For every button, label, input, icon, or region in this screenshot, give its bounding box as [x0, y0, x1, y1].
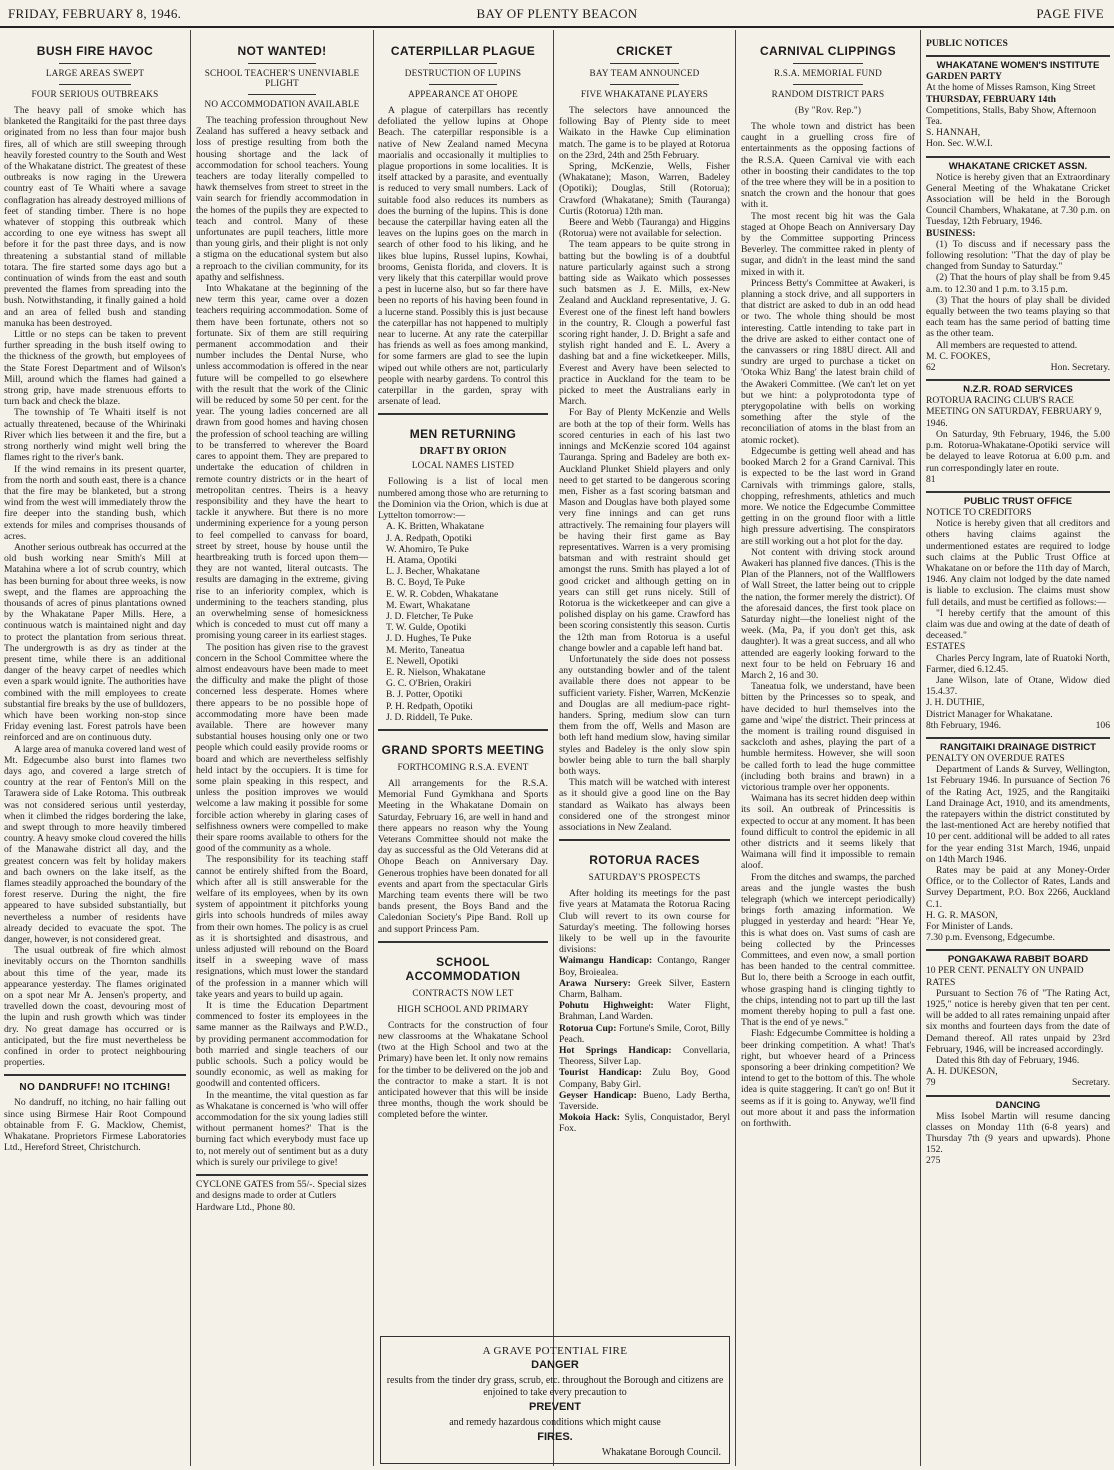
- notice-item: All members are requested to attend.: [936, 339, 1078, 351]
- article-paragraph: The heavy pall of smoke which has blanketed the Rangitaiki for the past three days originated from no less than four major bush fires, all of which are still sweeping through heavily forested country to the South and West of the Whakatane district. The greatest of these outbreaks is now raging in the Urewera country east of Te Whaiti where a savage conflagration has already destroyed millions of feet of standing timber. There is no hope whatever of stopping this outbreak which according to one eye witness has swept all before it for the past three days, and is now threatening a substantial stand of millable totara. The fire started some days ago but a continuation of winds from the east and south prevented the flames from spreading into the bush. Notwithstanding, it finally gained a hold and an area of felled bush and standing manuka has been destroyed.: [4, 105, 186, 329]
- list-item: W. Ahomiro, Te Puke: [386, 543, 469, 555]
- list-item: H. Atama, Opotiki: [386, 554, 457, 566]
- article-paragraph: The selectors have announced the following Bay of Plenty side to meet Waikato in the Hawke Cup elimination match. The game is to be played at Rotorua on the 23rd, 24th and 25th February.: [559, 105, 730, 161]
- subheadline: DESTRUCTION OF LUPINS: [404, 68, 522, 78]
- subheadline: NO ACCOMMODATION AVAILABLE: [204, 99, 360, 109]
- notice-ref: 106: [1095, 719, 1110, 731]
- article-paragraph: Beere and Webb (Tauranga) and Higgins (Rotorua) were not available for selection.: [559, 217, 730, 240]
- article-paragraph: Taneatua folk, we understand, have been bitten by the Princesses so to speak, and have decided to hurl themselves into the game and 'wipe' the district. Their princess at the moment is trailing round disguised in sackcloth and ashes, playing the part of a humble hermitess. However, she will soon be called forth to lead the huge committee (including both brains and brawn) in a victorious trample over her opponents.: [741, 681, 915, 793]
- fire-notice-danger: DANGER: [531, 1359, 579, 1371]
- article-paragraph: For Bay of Plenty McKenzie and Wells are both at the top of their form. Wells has scored centuries in each of his last two innings and McKenzie scored 104 against Tauranga. Spring and Badeley are both ex-Auckland Plunket Shield players and only need to get started to be dangerous scoring men, Fisher as a fast scoring batsman and Mason and Douglas have both played some very fine innings and can get runs attractively. The remaining four players will be having their first game as Bay representatives. Warren is a very promising batsman and with restraint should get amongst the runs. Smith has played a lot of good cricket and although getting on in years can still get runs nicely. Still of Rotorua is the wicketkeeper and can give a polished display on his game. Crawford has been scoring consistently this season. Curtis the 12th man from Rotorua is a useful change bowler and a capable left hand bat.: [559, 407, 730, 654]
- fire-notice-text: and remedy hazardous conditions which might cause: [449, 1417, 661, 1428]
- column-cricket: [559, 34, 730, 1330]
- article-paragraph: The most recent big hit was the Gala staged at Ohope Beach on Anniversary Day by the Committee supporting Princess Beverley. The committee raked in plenty of sugar, and didn't in the least mind the sand mixed in with it.: [741, 210, 915, 278]
- subheadline: FORTHCOMING R.S.A. EVENT: [397, 761, 529, 772]
- divider: [248, 94, 317, 95]
- men-returning-article: [378, 413, 548, 722]
- races-list: [559, 955, 730, 1134]
- divider: [248, 63, 317, 64]
- article-paragraph: From the ditches and swamps, the parched areas and the jungle wastes the bush telegraph (which we intercept periodically) brings forth amazing information. We plugged in yesterday and heard: "Hear Ye, this is what does on. Vast sums of cash are being collected by the Princesses Committees, and even now, a small portion has been handed to the central committee. But lo, there beith a Scrooge in each outfit, whose grasping hand is clinging tightly to the chips, intending not to part up till the last moment thereby hoping to pull a fast one. That is the end of ye news.": [741, 871, 915, 1029]
- subheadline: DRAFT BY ORION: [419, 446, 507, 458]
- divider: [793, 63, 863, 64]
- article-paragraph: Princess Betty's Committee at Awakeri, is planning a stock drive, and all supporters in that district are asked to dub in an odd head or two. The whole thing should be most interesting. Cattle intending to take part in the drive are asked to either contact one of the canvassers or ring 188U direct. All and sundry are urged to purchase a ticket on 'Otoka Whiz Bang' the latest brain child of the Awakeri Committee. (We can't let on yet but we hint: a polyprotodonta type of pterygopolatine with bells on working something after the style of the reconciliation of atoms in the blast from an atomic rocket).: [741, 277, 915, 446]
- list-item: P. H. Redpath, Opotiki: [386, 700, 473, 712]
- dandruff-advert: [4, 1074, 186, 1153]
- article-paragraph: If the wind remains in its present quarter, from the north and south east, there is a chance that the fire may be blanketed, but a strong wind from the west will immediately throw the fire deeper into the standing bush, which extends for miles and comprises thousands of acres.: [4, 463, 186, 542]
- race-name: Geyser Handicap:: [559, 1089, 637, 1101]
- divider: [793, 84, 863, 85]
- school-accommodation-article: [378, 941, 548, 1121]
- list-item: J. A. Redpath, Opotiki: [386, 532, 472, 544]
- subheadline: CONTRACTS NOW LET: [412, 987, 514, 998]
- subheadline: R.S.A. MEMORIAL FUND: [773, 68, 883, 78]
- notice-subheading: ESTATES: [926, 641, 966, 653]
- subheadline: SCHOOL TEACHER'S UNENVIABLE PLIGHT: [204, 68, 360, 88]
- headline: GRAND SPORTS MEETING: [381, 742, 545, 757]
- article-paragraph: It is time the Education Department commenced to foster its employees in the same manner as the Railways and P.W.D., by providing permanent accommodation for both married and single teachers of our public schools. Such a policy would be soundly economic, as well as making for goodwill and contented officers.: [196, 1000, 368, 1090]
- article-paragraph: Flash: Edgecumbe Committee is holding a beer drinking competition. A what! That's right, but whoever heard of a Princess sponsoring a beer drinking competition? We intend to get to the bottom of this. The whole idea is quite staggering. It can't go on! But it seems as if it is going to. Anyway, we'll find out more about it and pass the information on forthwith.: [741, 1028, 915, 1130]
- article-paragraph: This match will be watched with interest as it should give a good line on the Bay standard as Waikato has always been considered one of the strongest minor associations in New Zealand.: [559, 777, 730, 833]
- notice-text: Pursuant to Section 76 of "The Rating Act, 1925," notice is hereby given that ten per cent. will be added to all rates remaining unpaid after six months and fourteen days from the date of Demand thereof. All rates unpaid by 23rd February, 1946, will be increased accordingly.: [926, 987, 1110, 1055]
- article-paragraph: Contracts for the construction of four new classrooms at the Whakatane School (two at the High School and two at the Primary) have been let. It only now remains for the timber to be delivered on the job and the contractor to make a start. It is not anticipated however that this will be inside three months, though the work should be completed before the winter.: [378, 1019, 548, 1121]
- notice-item: (2) That the hours of play shall be from 9.45 a.m. to 12.30 and 1 p.m. to 3.15 p.m.: [926, 272, 1110, 295]
- race-entry: [559, 1023, 730, 1045]
- list-item: L. J. Becher, Whakatane: [386, 566, 480, 578]
- column-caterpillar: [378, 34, 548, 1330]
- article-paragraph: Not content with driving stock around Awakeri has planned five dances. (This is the Plan of the Planners, not of the Wallflowers of Wall Street, the latter being out to cripple the nation, the former merely the district). Of the aforesaid dances, the first took place on Saturday night—the loneliest night of the week. (Ma, Pa, if you don't get this, ask daughter). It was a great success, and all who attended are eagerly looking forward to the next four to be held on February 16 and March 2, 16 and 30.: [741, 546, 915, 681]
- column-bush-fire: [4, 34, 186, 1466]
- article-paragraph: Into Whakatane at the beginning of the new term this year, came over a dozen teachers requiring accommodation. Some of them have been fortunate, others not so fortunate. Six of them are still requiring permanent accommodation and their number includes the Dental Nurse, who unless accommodation is offered in the near future will be compelled to go elsewhere with the result that the work of the Clinic will be reduced by some 50 per cent. for the year. The young ladies concerned are all drawn from good homes and having chosen the profession of school teaching are willing to be transferred to wherever the Board cares to appoint them. They are prepared to undertake the education of children in remote country districts or in the heart of metropolitan centres. Theirs is a heavy responsibility and they have the heart to tackle it anywhere. But there is no more undermining experience for a young person to feel compelled to canvass for board, street by street, house by house until the heartbreaking truth is forced upon them—they are not wanted, literal outcasts. The results are damaging in the extreme, giving rise to an inferiority complex, which is undermining to the teachers standing, plus an overwhelming sense of homesickness which is conceded to must cut off many a promising young career in its earliest stages.: [196, 283, 368, 642]
- race-entry: [559, 1067, 730, 1089]
- article-paragraph: A large area of manuka covered land west of Mt. Edgecumbe also burst into flames two days ago, and covered a large stretch of country at the rear of Fenton's Mill on the Tarawera side of Lake Rotoma. This outbreak was not considered serious until yesterday, when it climbed the ridges bordering the lake, and swept through to more heavily timbered country. A heavy smoke cloud covered the hills of the Manawahe district all day, and the greatest concern was felt by holiday makers and bach owners on the lake itself, as the flames steadily approached the boundary of the forest reserve. During the night, the fire appeared to have subsided substantially, but nevertheless a number of residents have already decided to evacuate the spot. The danger, however, is not considered great.: [4, 743, 186, 946]
- notice-estate: Jane Wilson, late of Otane, Widow died 15.4.37.: [926, 674, 1110, 698]
- cyclone-gates-advert: CYCLONE GATES from 55/-. Special sizes and designs made to order at Cutlers Hardware Ltd., Phone 80.: [196, 1174, 368, 1213]
- list-item: B. J. Potter, Opotiki: [386, 689, 463, 701]
- notice-signature-title: Hon. Sec. W.W.I.: [926, 138, 993, 150]
- headline: NOT WANTED!: [237, 44, 327, 58]
- article-paragraph: All arrangements for the R.S.A. Memorial Fund Gymkhana and Sports Meeting in the Whakatane Domain on Saturday, February 16, are well in hand and there appears no reason why the Young Veterans Committee should not make the day as successful as the Old Veterans did at Ohope Beach on Anniversary Day. Generous trophies have been donated for all events and apart from the spectacular Girls Marching team events there will be two bands present, the Boys Band and the Caledonian Society's Pipe Band. Roll up and support Princess Pam.: [378, 777, 548, 935]
- notice-signature-title: Secretary.: [1072, 1077, 1110, 1089]
- divider: [59, 84, 132, 85]
- subheadline: FIVE WHAKATANE PLAYERS: [580, 89, 709, 99]
- issue-date: FRIDAY, FEBRUARY 8, 1946.: [8, 6, 182, 21]
- headline: MEN RETURNING: [409, 427, 517, 442]
- notice-quote: "I hereby certify that the amount of this claim was due and owing at the date of death of deceased.": [926, 607, 1110, 642]
- column-public-notices: [926, 34, 1110, 1466]
- subheadline: SATURDAY'S PROSPECTS: [588, 872, 701, 883]
- list-item: J. D. Riddell, Te Puke.: [386, 711, 473, 723]
- notice-text: Department of Lands & Survey, Wellington, 1st February 1946. In pursuance of Section 76 of the Rating Act, 1925, and the Rangitaiki Land Drainage Act, 1910, and its amendments, the ratepayers within the district constituted by the last-mentioned Act are hereby notified that 10 per cent. additional will be added to all rates for the year ending 31st March, 1946, unpaid on 14th March 1946.: [926, 764, 1110, 865]
- fire-notice-signature: Whakatane Borough Council.: [601, 1447, 721, 1458]
- notice-text: 7.30 p.m. Evensong, Edgecumbe.: [926, 932, 1055, 944]
- notice-ref: 81: [926, 473, 936, 485]
- notice-text: Competitions, Stalls, Baby Show, Afternoon Tea.: [926, 104, 1097, 128]
- masthead: [0, 0, 1114, 28]
- article-paragraph: Following is a list of local men numbered among those who are returning to the Dominion via the Orion, which is due at Lyttelton tomorrow:—: [378, 476, 548, 522]
- list-item: E. Newell, Opotiki: [386, 655, 459, 667]
- column-rule: [190, 30, 191, 1466]
- paper-title: BAY OF PLENTY BEACON: [476, 6, 638, 21]
- column-not-wanted: [196, 34, 368, 1466]
- race-entry: [559, 1112, 730, 1134]
- divider: [429, 63, 497, 64]
- advert-heading: NO DANDRUFF! NO ITCHING!: [19, 1082, 171, 1094]
- divider: [59, 63, 132, 64]
- race-name: Hot Springs Handicap:: [559, 1045, 672, 1057]
- race-horses: Convellaria, Theoress, Silver Lap.: [559, 1045, 730, 1068]
- notice-signature: M. C. FOOKES,: [926, 350, 991, 362]
- list-item: M. Ewart, Whakatane: [386, 599, 471, 611]
- notice-subheading: NOTICE TO CREDITORS: [926, 506, 1032, 518]
- race-name: Pohutu Highweight:: [559, 1000, 654, 1012]
- notice-heading: WHAKATANE CRICKET ASSN.: [926, 156, 1110, 172]
- notice-subheading: GARDEN PARTY: [926, 71, 1002, 83]
- notice-text: On Saturday, 9th February, 1946, the 5.00 p.m. Rotorua-Whakatane-Opotiki service will be delayed to leave Rotorua at 6.00 p.m. and run correspondingly later en route.: [926, 428, 1110, 474]
- headline: ROTORUA RACES: [589, 853, 700, 868]
- fire-notice-text: results from the tinder dry grass, scrub, etc. throughout the Borough and citizens are enjoined to take every precaution to: [386, 1375, 724, 1398]
- fire-notice-fires: FIRES.: [537, 1431, 573, 1443]
- rotorua-races-article: [559, 839, 730, 1134]
- race-entry: [559, 1045, 730, 1067]
- list-item: A. K. Britten, Whakatane: [386, 521, 484, 533]
- notice-signature: J. H. DUTHIE,: [926, 697, 985, 709]
- subheadline: HIGH SCHOOL AND PRIMARY: [397, 1003, 529, 1014]
- notice-subheading: PENALTY ON OVERDUE RATES: [926, 752, 1065, 764]
- race-horses: Fortune's Smile, Corot, Billy Peach.: [559, 1022, 730, 1045]
- notice-text: Notice is hereby given that all creditors and others having claims against the undermentioned estates are required to lodge such claims at the Public Trust Office at Whakatane on or before the 11th day of March, 1946. Any claim not lodged by the date named is liable to exclusion. The claims must show full details, and must be certified as follows:—: [926, 518, 1110, 608]
- notice-heading: DANCING: [926, 1095, 1110, 1111]
- headline: BUSH FIRE HAVOC: [36, 44, 154, 58]
- notice-ref: 79: [926, 1077, 936, 1089]
- notice-signature: A. H. DUKESON,: [926, 1066, 998, 1078]
- article-paragraph: The teaching profession throughout New Zealand has suffered a heavy setback and loss of prestige resulting from both the housing shortage and the lack of accommodation for school teachers. Young teachers are today literally compelled to hawk themselves from street to street in the vain search for friendly accommodation in the homes of the pupils they are expected to teach and control. Many of these unfortunates are pupil teachers, little more than young girls, and their plight is not only a stigma on the educational system but also a reproach to the civilian community, for its apathy and selfishness.: [196, 115, 368, 283]
- list-item: J. D. Hughes, Te Puke: [386, 633, 472, 645]
- race-horses: Bueno, Lady Bertha, Taverside.: [559, 1089, 730, 1113]
- notice-heading: WHAKATANE WOMEN'S INSTITUTE: [926, 55, 1110, 71]
- race-name: Rotorua Cup:: [559, 1022, 617, 1034]
- notice-estate: Charles Percy Ingram, late of Ruatoki North, Farmer, died 6.12.45.: [926, 652, 1110, 675]
- notice-signature: H. G. R. MASON,: [926, 909, 998, 921]
- notice-date: 8th February, 1946.: [926, 719, 1002, 731]
- notice-item: (1) To discuss and if necessary pass the following resolution: "That the day of play be changed from Sunday to Saturday.": [926, 238, 1110, 273]
- race-horses: Greek Silver, Eastern Charm, Balham.: [559, 977, 730, 1001]
- advert-text: No dandruff, no itching, no hair falling out since using Birmese Hair Root Compound obtainable from F. G. Macklow, Chemist, Whakatane. Proprietors Firmese Laboratories Ltd., Hereford Street, Christchurch.: [4, 1097, 186, 1154]
- subheadline: BAY TEAM ANNOUNCED: [589, 68, 700, 78]
- race-horses: Zulu Boy, Good Company, Baby Girl.: [559, 1067, 730, 1090]
- notice-ref: 275: [926, 1155, 941, 1167]
- subheadline: FOUR SERIOUS OUTBREAKS: [31, 89, 159, 99]
- article-paragraph: The responsibility for its teaching staff cannot be entirely shifted from the Board, which after all is still answerable for the welfare of its employees, when by its own system of appointment it pitchforks young girls into schools hundreds of miles away from their own homes. The policy is as cruel as it is shortsighted and disastrous, and unless adjusted will rebound on the Board itself in a sweeping wave of mass resignations, which must lower the standard of the profession in a manner which will take years and years to build up again.: [196, 854, 368, 1000]
- article-paragraph: Waimana has its secret hidden deep within its soil. An outbreak of Princessitis is expected to occur at any moment. It has been found difficult to control the epidemic in all other districts and it seems likely that Waimana will find it impossible to remain aloof.: [741, 793, 915, 872]
- headline: CATERPILLAR PLAGUE: [390, 44, 536, 58]
- notice-footer: [926, 720, 1110, 731]
- race-name: Waimangu Handicap:: [559, 955, 653, 967]
- notice-heading: PONGAKAWA RABBIT BOARD: [926, 949, 1110, 965]
- notice-text: Dated this 8th day of February, 1946.: [936, 1055, 1080, 1067]
- list-item: M. Merito, Taneatua: [386, 644, 465, 656]
- headline: CRICKET: [616, 44, 673, 58]
- article-paragraph: Unfortunately the side does not possess any outstanding bowler and of the talent available there does not appear to be sufficient variety. Fisher, Warren, McKenzie and Douglas are all medium-pace right-handers. Spring, medium slow can turn them from the off, Wells and Mason are both left hand medium slow, having similar styles and Badeley is the only slow spin bowler being able to turn the ball sharply both ways.: [559, 653, 730, 777]
- notice-item: (3) That the hours of play shall be divided equally between the two teams playing so that each team has the same period of batting time as the other team.: [926, 294, 1110, 340]
- notice-heading: PUBLIC TRUST OFFICE: [926, 491, 1110, 507]
- race-horses: Water Flight, Brahman, Land Warden.: [559, 1000, 730, 1023]
- fire-danger-notice: [380, 1336, 730, 1464]
- list-item: J. D. Fletcher, Te Puke: [386, 610, 473, 622]
- subheadline: RANDOM DISTRICT PARS: [771, 89, 885, 99]
- column-carnival: [741, 34, 915, 1466]
- article-paragraph: The position has given rise to the gravest concern in the School Committee where the almost endeavours have been made to meet the difficulty and make the plight of those concerned less desperate. Homes where there appears to be no possible hope of accommodating more have been made available. There are however many substantial houses housing only one or two people which could easily provide rooms or board and which are nevertheless selfishly held intact by the occupiers. It is time for some plain speaking in this respect, and unless the position improves we would welcome a law making it possible for some forcible action whereby in glaring cases of selfishness owners were compelled to make their spare rooms available to others for the good of the community as a whole.: [196, 641, 368, 855]
- subheadline: LOCAL NAMES LISTED: [411, 460, 515, 471]
- article-paragraph: After holding its meetings for the past five years at Matamata the Rotorua Racing Club will revert to its own course for Saturday's meeting. The following horses likely to be well up in the favourite divisions:: [559, 888, 730, 956]
- notice-signature: S. HANNAH,: [926, 127, 981, 139]
- list-item: E. W. R. Cobden, Whakatane: [386, 588, 499, 600]
- divider: [610, 84, 678, 85]
- notice-text: Miss Isobel Martin will resume dancing classes on Monday 11th (6-8 years) and Thursday 7th (9 years and upwards). Phone 152.: [926, 1110, 1110, 1156]
- article-paragraph: Little or no steps can be taken to prevent further spreading in the bush itself owing to the thickness of the growth, but employees of the State Forest Department and of Wilson's Mill, around which the flames had gained a strong grip, have made strenuous efforts to turn back and check the blaze.: [4, 329, 186, 408]
- column-rule: [735, 30, 736, 1466]
- divider: [429, 84, 497, 85]
- page-number: PAGE FIVE: [1036, 6, 1104, 21]
- race-name: Tourist Handicap:: [559, 1067, 642, 1079]
- race-horses: Contango, Ranger Boy, Broiealea.: [559, 955, 730, 978]
- subheadline: APPEARANCE AT OHOPE: [408, 89, 518, 99]
- list-item: B. C. Boyd, Te Puke: [386, 577, 465, 589]
- article-paragraph: The usual outbreak of fire which almost inevitably occurs on the Thornton sandhills about this time of the year, made its appearance yesterday. The flames originated on a spot near Mr A. Jensen's property, and travelled down the coast, devouring most of the lupin and rush growth which was tinder dry. No great damage has occurred or is anticipated, but the fire must nevertheless be confined in order to protect neighbouring properties.: [4, 945, 186, 1069]
- divider: [610, 63, 678, 64]
- notice-subheading: 10 PER CENT. PENALTY ON UNPAID RATES: [926, 965, 1084, 988]
- fire-notice-prevent: PREVENT: [529, 1401, 581, 1413]
- article-paragraph: Another serious outbreak has occurred at the old bush working near Smith's Mill at Matahina where a lot of scrub country, which has been burning for about three weeks, is now swept, and the flames are approaching the thousands of acres of pinus plantations owned by the Whakatane Paper Mills. Here, a continuous watch is maintained night and day to protect the plantation from serious threat. The undergrowth is as dry as tinder at the present time, while there is an additional danger of the heavy carpet of needles which even a spark would ignite. The authorities have combined with the mill employees to create substantial fire breaks by the use of bulldozers, which have been working non-stop since Friday evening last. Forest patrols have been reinforced and are on continuous duty.: [4, 541, 186, 744]
- article-paragraph: Edgecumbe is getting well ahead and has booked March 2 for a Grand Carnival. This is expected to be the last word in Grand Carnivals with trimmings galore, stalls, chopping, refreshments, athletics and much more. We notice the Edgecumbe Committee getting in on the ground floor with a little high pressure advertising. The conspirators are still working out a hot plot for the day.: [741, 445, 915, 547]
- race-name: Arawa Nursery:: [559, 977, 631, 989]
- subheadline: LARGE AREAS SWEPT: [45, 68, 145, 78]
- notice-subheading: ROTORUA RACING CLUB'S RACE MEETING ON SATURDAY, FEBRUARY 9, 1946.: [926, 395, 1102, 429]
- headline: CARNIVAL CLIPPINGS: [759, 44, 897, 58]
- race-entry: [559, 978, 730, 1000]
- byline: (By "Rov. Rep."): [794, 105, 862, 115]
- article-paragraph: The township of Te Whaiti itself is not actually threatened, because of the Whirinaki River which lies between it and the fire, but a strong northerly wind might well bring the flames right to the river's bank.: [4, 407, 186, 464]
- sports-meeting-article: [378, 729, 548, 935]
- article-paragraph: A plague of caterpillars has recently defoliated the yellow lupins at Ohope Beach. The caterpillar responsible is a native of New Zealand named Mecyna maorialis and occasionally it multiplies to plague proportions in some localities. It is itself attacked by a parasite, and eventually is reduced to very small numbers. Lack of suitable food also reduces its numbers as does the burning of the lupins. This is done because the caterpillar having eaten all the leaves on the lupins goes on the march in search of other food to his liking, and he likes blue lupins, Russel lupins, Kowhai, brooms, Genista florida, and clovers. It is very likely that this caterpillar would prove a pest in lucerne also, but so far there have been no reports of his having been found in a lucerne stand. Possibly this is just because the caterpillar has not happened to multiply near to lucerne. At any rate the caterpillar has friends as well as foes among mankind, for some farmers are glad to see the lupin wiped out while others are not, particularly people with nearby gardens. To control this caterpillar in the garden, spray with arsenate of lead.: [378, 105, 548, 408]
- notice-heading: N.Z.R. ROAD SERVICES: [926, 379, 1110, 395]
- notice-signature-title: For Minister of Lands.: [926, 921, 1013, 933]
- race-horses: Sylis, Conquistador, Beryl Fox.: [559, 1112, 730, 1135]
- notice-footer: [926, 362, 1110, 373]
- notice-signature-title: Hon. Secretary.: [1050, 362, 1110, 374]
- list-item: E. R. Nielson, Whakatane: [386, 666, 486, 678]
- notice-signature-title: District Manager for Whakatane.: [926, 708, 1053, 720]
- race-name: Mokoia Hack:: [559, 1112, 620, 1124]
- race-entry: [559, 1090, 730, 1112]
- fire-notice-line: A GRAVE POTENTIAL FIRE: [482, 1345, 628, 1357]
- column-rule: [920, 30, 921, 1466]
- notice-heading: RANGITAIKI DRAINAGE DISTRICT: [926, 737, 1110, 753]
- race-entry: [559, 1000, 730, 1022]
- list-item: T. W. Gulde, Opotiki: [386, 622, 467, 634]
- column-rule: [553, 30, 554, 1466]
- notice-footer: [926, 1077, 1110, 1088]
- article-paragraph: In the meantime, the vital question as far as Whakatane is concerned is 'who will offer accommodation for the six young ladies still without permanent homes?' That is the burning fact which everybody must face up to, not merely out of sentiment but as a duty which is surely our privilege to give!: [196, 1089, 368, 1168]
- notice-date: THURSDAY, FEBRUARY 14th: [926, 93, 1057, 105]
- article-paragraph: The whole town and district has been caught in a gruelling cross fire of entertainments as the opposing factions of the R.S.A. Queen Carnival vie with each other in boosting their candidates to the top of the tree where they will be in a position to snatch the crown and the honour that goes with it.: [741, 121, 915, 211]
- list-item: G. C. O'Brien, Orakiri: [386, 678, 472, 690]
- race-entry: [559, 955, 730, 977]
- article-paragraph: The team appears to be quite strong in batting but the bowling is of a doubtful nature particularly against such a strong batting side as Waikato which possesses such batsmen as J. E. Mills, ex-New Zealand and Auckland representative, J. G. Everest one of the finest left hand bowlers in the country, R. Clough a powerful fast scoring right hander, J. D. Bright a safe and stylish right handed and E. L. Avery a dashing bat and a fine wicketkeeper. Mills, Everest and Avery have been selected to practice in Auckland for the team to be picked to meet the Australians early in March.: [559, 239, 730, 408]
- notice-text: Rates may be paid at any Money-Order Office, or to the Collector of Rates, Lands and Survey Department, P.O. Box 2266, Auckland C.1.: [926, 865, 1110, 910]
- notice-text: Notice is hereby given that an Extraordinary General Meeting of the Whakatane Cricket Association will be held in the Borough Council Chambers, Whakatane, at 7.30 p.m. on Tuesday, 12th February, 1946.: [926, 171, 1110, 228]
- notice-subheading: BUSINESS:: [926, 227, 976, 239]
- returning-men-list: [378, 521, 548, 723]
- column-rule: [373, 30, 374, 1466]
- headline: SCHOOL ACCOMMODATION: [405, 954, 521, 983]
- notice-ref: 62: [926, 362, 936, 374]
- article-paragraph: Spring, McKenzie, Wells, Fisher (Whakatane); Mason, Warren, Badeley (Opotiki); Douglas, Still (Rotorua); Crawford (Whakatane); Smith (Tauranga) Curtis (Rotorua) 12th man.: [559, 161, 730, 217]
- notice-text: At the home of Misses Ramson, King Street: [926, 82, 1096, 94]
- section-title: PUBLIC NOTICES: [926, 38, 1008, 49]
